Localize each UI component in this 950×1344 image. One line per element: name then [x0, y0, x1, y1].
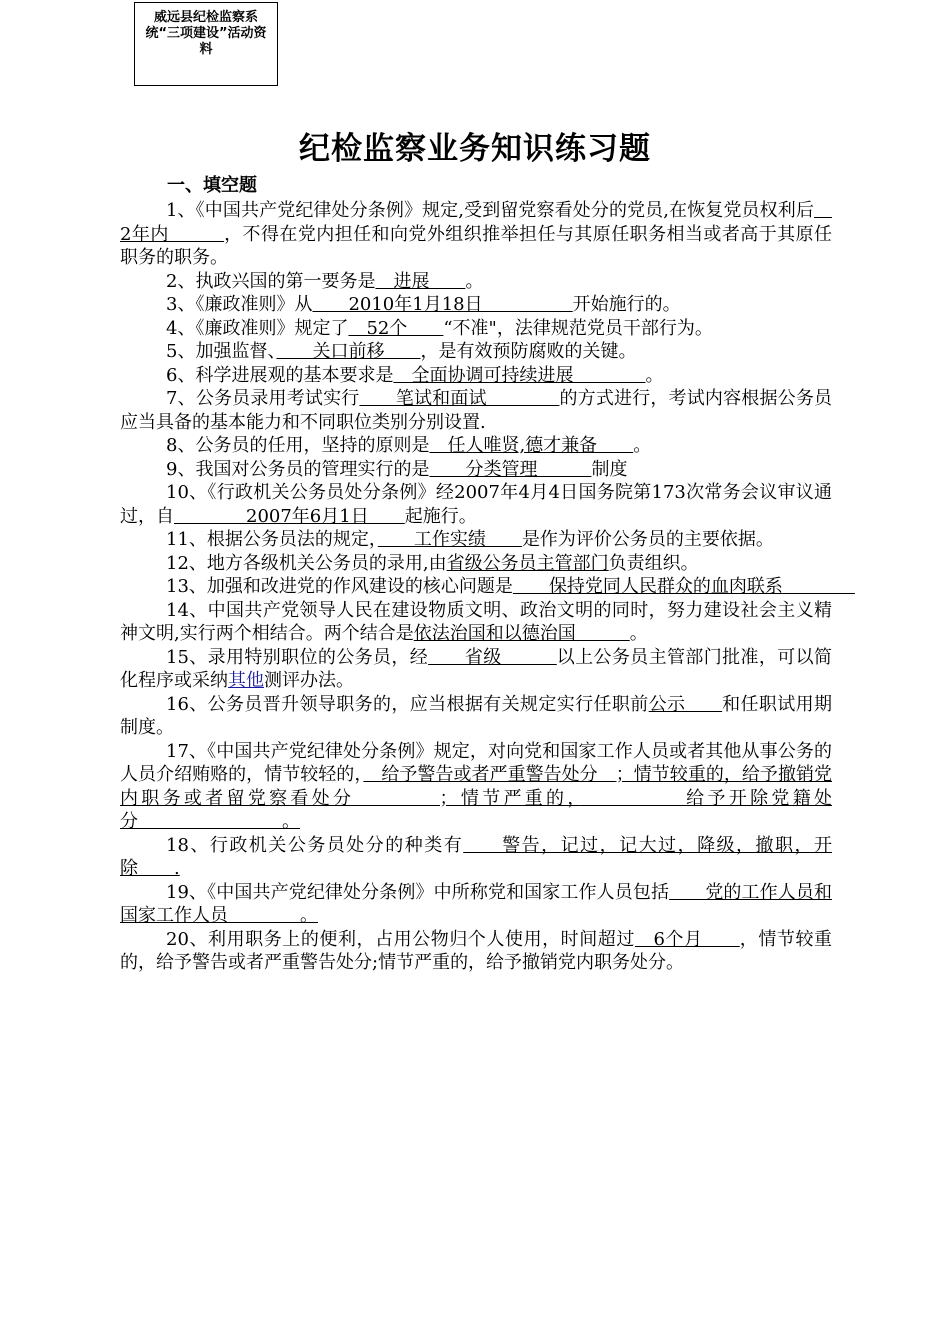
question-13: 13、加强和改进党的作风建设的核心问题是 保持党同人民群众的血肉联系: [166, 576, 855, 597]
section-heading: 一、填空题: [167, 175, 257, 196]
question-2: 2、执政兴国的第一要务是 进展 。: [166, 270, 484, 292]
question-4: 4、《廉政准则》规定了 52个 “不准"，法律规范党员干部行为。: [166, 317, 713, 339]
answer-blank: 52个: [348, 317, 444, 339]
other-link[interactable]: 其他: [228, 670, 264, 691]
page-title: 纪检监察业务知识练习题: [299, 131, 651, 167]
answer-blank: 分类管理: [429, 458, 592, 480]
question-9: 9、我国对公务员的管理实行的是 分类管理 制度: [166, 458, 628, 480]
question-17: 17、《中国共产党纪律处分条例》规定，对向党和国家工作人员或者其他从事公务的人员介绍贿赂的，情节较轻的， 给予警告或者严重警告处分 ；情节较重的，给予撤销党内职务或者留党察看处分 ；情节严重的， 给予开除党籍处分 。: [120, 740, 833, 832]
answer-blank: 保持党同人民群众的血肉联系: [512, 576, 855, 597]
answer-blank: 2007年6月1日: [174, 505, 405, 527]
answer-blank: 省级公务员主管部门: [446, 552, 609, 574]
answer-blank: 进展: [375, 270, 466, 292]
corner-stamp-box: 威远县纪检监察系统“三项建设”活动资料: [134, 2, 278, 86]
question-14: 14、中国共产党领导人民在建设物质文明、政治文明的同时，努力建设社会主义精神文明,实行两个相结合。两个结合是依法治国和以德治国 。: [120, 599, 832, 644]
question-20: 20、利用职务上的便利，占用公物归个人使用，时间超过 6个月 ，情节较重的，给予警告或者严重警告处分;情节严重的，给予撤销党内职务处分。: [120, 928, 833, 973]
answer-blank: 任人唯贤,德才兼备: [429, 435, 634, 456]
question-7: 7、公务员录用考试实行 笔试和面试 的方式进行，考试内容根据公务员应当具备的基本能力和不同职位类别分别设置.: [120, 388, 832, 433]
question-1: 1、《中国共产党纪律处分条例》规定,受到留党察看处分的党员,在恢复党员权利后 2年内 ，不得在党内担任和向党外组织推举担任与其原任职务相当或者高于其原任职务的职务。: [120, 200, 833, 268]
answer-blank: 给予开除党籍处分 。: [120, 787, 833, 832]
answer-blank: 党的工作人员和国家工作人员 。: [120, 881, 833, 926]
question-19: 19、《中国共产党纪律处分条例》中所称党和国家工作人员包括 党的工作人员和国家工作人员 。: [120, 881, 833, 926]
question-18: 18、行政机关公务员处分的种类有 警告，记过，记大过，降级，撤职，开除 .: [120, 834, 832, 879]
question-3: 3、《廉政准则》从 2010年1月18日 开始施行的。: [166, 294, 681, 315]
answer-blank: 警告，记过，记大过，降级，撤职，开除 .: [120, 834, 832, 879]
answer-blank: 关口前移: [276, 341, 421, 362]
answer-blank: 公示: [648, 693, 723, 715]
answer-blank: 工作实绩: [377, 529, 522, 550]
answer-blank: 2010年1月18日: [312, 294, 573, 315]
question-11: 11、根据公务员法的规定， 工作实绩 是作为评价公务员的主要依据。: [166, 529, 774, 550]
answer-blank: 全面协调可持续进展: [393, 364, 646, 386]
question-15: 15、录用特别职位的公务员，经 省级 以上公务员主管部门批准，可以简化程序或采纳其他测评办法。: [120, 646, 833, 691]
question-8: 8、公务员的任用，坚持的原则是 任人唯贤,德才兼备 。: [166, 435, 652, 456]
answer-blank: 给予撤销党内职务或者留党察看处分: [120, 764, 833, 809]
answer-blank: 2年内: [120, 200, 832, 245]
question-5: 5、加强监督、 关口前移 ，是有效预防腐败的关键。: [166, 341, 637, 362]
answer-blank: 依法治国和以德治国: [413, 623, 630, 644]
answer-blank: 6个月: [634, 928, 740, 950]
answer-blank: 省级: [428, 646, 557, 668]
question-6: 6、科学进展观的基本要求是 全面协调可持续进展 。: [166, 364, 664, 386]
answer-blank: 笔试和面试: [359, 388, 560, 409]
question-16: 16、公务员晋升领导职务的，应当根据有关规定实行任职前公示 和任职试用期制度。: [120, 693, 833, 738]
question-list: [120, 199, 855, 975]
question-12: 12、地方各级机关公务员的录用,由省级公务员主管部门负责组织。: [166, 552, 699, 574]
answer-blank: 给予警告或者严重警告处分: [363, 764, 616, 785]
question-10: 10、《行政机关公务员处分条例》经2007年4月4日国务院第173次常务会议审议通过，自 2007年6月1日 起施行。: [120, 482, 832, 527]
